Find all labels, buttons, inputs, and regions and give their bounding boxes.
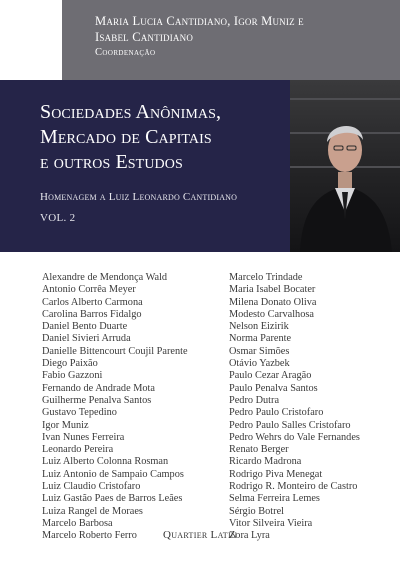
author-name: Vitor Silveira Vieira	[229, 517, 313, 529]
author-name: Paulo Penalva Santos	[229, 382, 318, 394]
editors-strip	[0, 0, 400, 80]
author-name: Leonardo Pereira	[42, 444, 114, 456]
title-line-2: Mercado de Capitais	[40, 126, 212, 148]
author-name: Rodrigo Piva Menegat	[229, 468, 323, 480]
book-subtitle: Homenagem a Luiz Leonardo Cantidiano	[40, 191, 238, 203]
author-name: Rodrigo R. Monteiro de Castro	[229, 481, 358, 493]
author-name: Maria Isabel Bocater	[229, 284, 316, 296]
author-name: Selma Ferreira Lemes	[229, 493, 320, 505]
publisher-logo: Quartier Latin	[162, 529, 237, 541]
author-name: Luiz Alberto Colonna Rosman	[42, 456, 169, 468]
author-name: Luiz Antonio de Sampaio Campos	[42, 468, 184, 480]
author-name: Danielle Bittencourt Coujil Parente	[42, 345, 188, 357]
author-name: Daniel Bento Duarte	[42, 321, 128, 333]
author-name: Fabio Gazzoni	[42, 370, 103, 382]
author-name: Pedro Paulo Salles Cristofaro	[229, 419, 351, 431]
editors-names-line-1: Maria Lucia Cantidiano, Igor Muniz e	[95, 14, 304, 28]
author-name: Luiz Claudio Cristofaro	[42, 481, 141, 493]
author-name: Sérgio Botrel	[229, 505, 285, 517]
author-name: Nelson Eizirik	[229, 321, 289, 333]
author-name: Carlos Alberto Carmona	[42, 296, 143, 308]
author-name: Pedro Paulo Cristofaro	[229, 407, 324, 419]
author-name: Paulo Cezar Aragão	[229, 370, 312, 382]
authors-right-column	[229, 272, 360, 543]
author-name: Osmar Simões	[229, 345, 290, 357]
author-name: Fernando de Andrade Mota	[42, 382, 155, 394]
author-name: Marcelo Roberto Ferro	[42, 530, 137, 542]
author-name: Modesto Carvalhosa	[229, 308, 314, 320]
author-name: Renato Berger	[229, 444, 289, 456]
author-name: Alexandre de Mendonça Wald	[42, 272, 168, 283]
portrait-silhouette	[290, 80, 400, 252]
author-name: Marcelo Trindade	[229, 272, 303, 283]
author-name: Luiza Rangel de Moraes	[42, 505, 143, 517]
author-name: Luiz Gastão Paes de Barros Leães	[42, 493, 183, 505]
author-name: Antonio Corrêa Meyer	[42, 284, 136, 296]
author-name: Ivan Nunes Ferreira	[42, 431, 125, 443]
author-name: Daniel Sivieri Arruda	[42, 333, 131, 345]
author-name: Milena Donato Oliva	[229, 296, 317, 308]
author-name: Marcelo Barbosa	[42, 517, 113, 529]
book-title	[40, 100, 221, 175]
author-name: Pedro Wehrs do Vale Fernandes	[229, 431, 360, 443]
volume-label: VOL. 2	[40, 212, 76, 224]
author-name: Gustavo Tepedino	[42, 407, 117, 419]
honoree-photo	[290, 80, 400, 252]
author-name: Pedro Dutra	[229, 394, 280, 406]
author-name: Igor Muniz	[42, 419, 89, 431]
author-name: Guilherme Penalva Santos	[42, 394, 152, 406]
author-name: Ricardo Madrona	[229, 456, 302, 468]
authors-left-column	[42, 272, 188, 543]
author-name: Diego Paixão	[42, 358, 98, 370]
editors-block	[95, 13, 304, 61]
author-name: Norma Parente	[229, 333, 292, 345]
title-line-3: e outros Estudos	[40, 151, 183, 173]
editors-names-line-2: Isabel Cantidiano	[95, 30, 194, 44]
title-line-1: Sociedades Anônimas,	[40, 101, 222, 123]
editors-role: Coordenação	[95, 47, 156, 58]
author-name: Zora Lyra	[229, 530, 270, 542]
author-name: Carolina Barros Fidalgo	[42, 308, 142, 320]
author-name: Otávio Yazbek	[229, 358, 290, 370]
strip-left-margin	[0, 0, 62, 80]
